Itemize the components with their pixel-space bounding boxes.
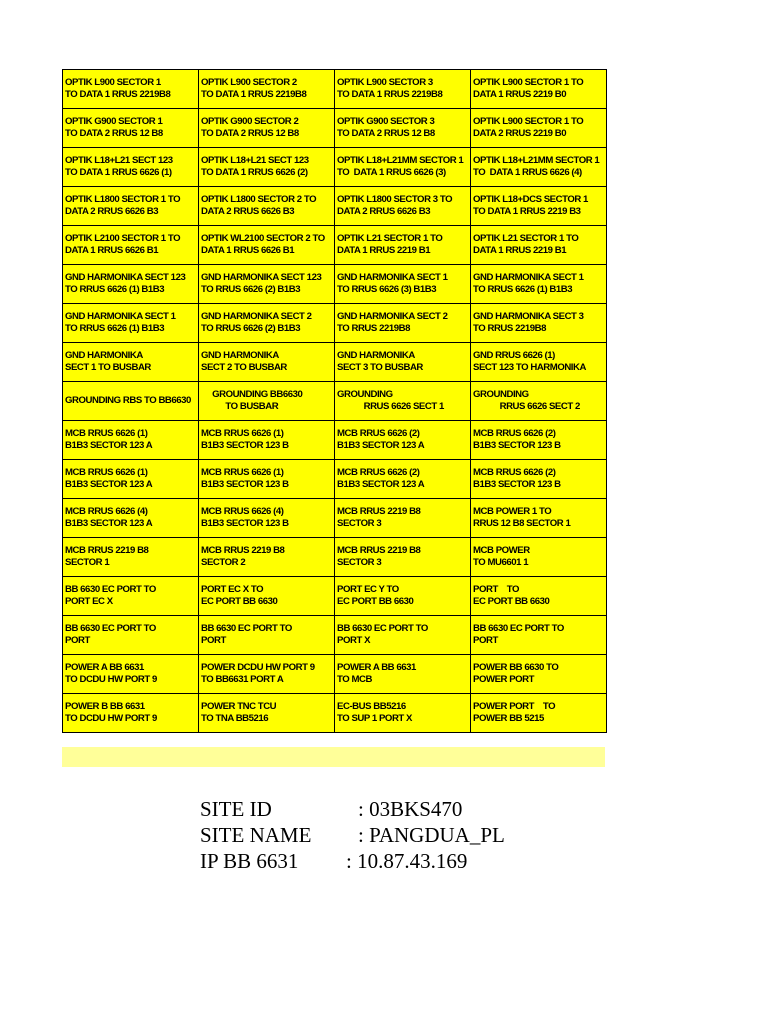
cable-label-line: TO RRUS 6626 (2) B1B3 bbox=[201, 284, 301, 295]
cable-label-line: OPTIK L18+DCS SECTOR 1 bbox=[473, 194, 588, 205]
grid-row bbox=[63, 109, 607, 148]
cable-label-line: TO DATA 2 RRUS 12 B8 bbox=[201, 128, 299, 139]
cable-label-cell bbox=[63, 226, 199, 265]
cable-label-cell bbox=[63, 616, 199, 655]
cable-label-cell bbox=[471, 265, 607, 304]
cable-label-line: TO DATA 1 RRUS 6626 (1) bbox=[65, 167, 172, 178]
cable-label-cell bbox=[335, 577, 471, 616]
cable-label-line: OPTIK L900 SECTOR 3 bbox=[337, 77, 433, 88]
cable-label-cell bbox=[471, 577, 607, 616]
cable-label-cell bbox=[199, 577, 335, 616]
cable-label-cell bbox=[63, 343, 199, 382]
cable-label-cell bbox=[199, 655, 335, 694]
site-name-label: SITE NAME bbox=[200, 823, 312, 847]
cable-label-line: POWER PORT bbox=[473, 674, 535, 685]
cable-label-cell bbox=[471, 694, 607, 733]
cable-label-line: MCB RRUS 6626 (1) bbox=[65, 467, 148, 478]
cable-label-cell bbox=[199, 382, 335, 421]
cable-label-line: OPTIK L18+L21MM SECTOR 1 bbox=[473, 155, 600, 166]
cable-label-cell bbox=[199, 148, 335, 187]
cable-label-line: PORT bbox=[473, 635, 498, 646]
cable-label-cell bbox=[471, 460, 607, 499]
cable-label-line: POWER BB 5215 bbox=[473, 713, 544, 724]
cable-label-line: GND HARMONIKA SECT 123 bbox=[65, 272, 186, 283]
cable-label-cell bbox=[471, 421, 607, 460]
cable-label-cell bbox=[335, 148, 471, 187]
cable-label-line: OPTIK G900 SECTOR 1 bbox=[65, 116, 163, 127]
grid-row bbox=[63, 421, 607, 460]
cable-label-cell bbox=[63, 460, 199, 499]
cable-label-line: B1B3 SECTOR 123 B bbox=[473, 440, 561, 451]
cable-label-line: BB 6630 EC PORT TO bbox=[473, 623, 564, 634]
cable-label-cell bbox=[471, 109, 607, 148]
cable-label-line: SECTOR 2 bbox=[201, 557, 246, 568]
cable-label-line: TO RRUS 6626 (1) B1B3 bbox=[473, 284, 573, 295]
cable-label-line: OPTIK G900 SECTOR 2 bbox=[201, 116, 299, 127]
cable-label-line: SECT 3 TO BUSBAR bbox=[337, 362, 423, 373]
cable-label-line: B1B3 SECTOR 123 A bbox=[65, 440, 153, 451]
grid-row bbox=[63, 70, 607, 109]
cable-label-line: DATA 1 RRUS 6626 B1 bbox=[65, 245, 159, 256]
cable-label-line: GND HARMONIKA SECT 1 bbox=[473, 272, 584, 283]
cable-label-line: DATA 1 RRUS 6626 B1 bbox=[201, 245, 295, 256]
cable-label-line: B1B3 SECTOR 123 A bbox=[337, 479, 425, 490]
cable-label-cell bbox=[63, 499, 199, 538]
cable-label-line: PORT TO bbox=[473, 584, 519, 595]
grid-row bbox=[63, 187, 607, 226]
cable-label-line: OPTIK L21 SECTOR 1 TO bbox=[473, 233, 579, 244]
cable-label-cell bbox=[63, 382, 199, 421]
grid-row bbox=[63, 304, 607, 343]
cable-label-cell bbox=[63, 577, 199, 616]
cable-label-line: GND HARMONIKA SECT 1 bbox=[65, 311, 176, 322]
cable-label-line: TO DATA 1 RRUS 2219B8 bbox=[201, 89, 307, 100]
ip-label: IP BB 6631 bbox=[200, 849, 299, 873]
cable-label-grid bbox=[62, 69, 607, 733]
cable-label-line: OPTIK L900 SECTOR 1 TO bbox=[473, 77, 584, 88]
cable-label-cell bbox=[335, 694, 471, 733]
cable-label-cell bbox=[199, 460, 335, 499]
cable-label-line: OPTIK L1800 SECTOR 2 TO bbox=[201, 194, 317, 205]
cable-label-cell bbox=[199, 616, 335, 655]
cable-label-line: BB 6630 EC PORT TO bbox=[201, 623, 292, 634]
cable-label-line: SECTOR 3 bbox=[337, 557, 382, 568]
cable-label-line: TO DCDU HW PORT 9 bbox=[65, 674, 157, 685]
cable-label-line: OPTIK L900 SECTOR 1 bbox=[65, 77, 161, 88]
cable-label-line: OPTIK L21 SECTOR 1 TO bbox=[337, 233, 443, 244]
cable-label-cell bbox=[199, 343, 335, 382]
cable-label-line: DATA 2 RRUS 2219 B0 bbox=[473, 128, 567, 139]
cable-label-line: OPTIK L900 SECTOR 2 bbox=[201, 77, 297, 88]
cable-label-line: GROUNDING RBS TO BB6630 bbox=[65, 395, 191, 406]
cable-label-cell bbox=[63, 70, 199, 109]
cable-label-line: DATA 2 RRUS 6626 B3 bbox=[337, 206, 431, 217]
cable-label-cell bbox=[63, 109, 199, 148]
cable-label-line: TO RRUS 6626 (3) B1B3 bbox=[337, 284, 437, 295]
cable-label-cell bbox=[335, 382, 471, 421]
cable-label-cell bbox=[471, 382, 607, 421]
cable-label-line: POWER PORT TO bbox=[473, 701, 556, 712]
cable-label-line: SECTOR 3 bbox=[337, 518, 382, 529]
cable-label-line: SECT 2 TO BUSBAR bbox=[201, 362, 287, 373]
grid-row bbox=[63, 538, 607, 577]
cable-label-cell bbox=[471, 538, 607, 577]
cable-label-line: TO RRUS 6626 (2) B1B3 bbox=[201, 323, 301, 334]
cable-label-line: MCB RRUS 6626 (2) bbox=[473, 428, 556, 439]
cable-label-line: TO MU6601 1 bbox=[473, 557, 529, 568]
site-id-label: SITE ID bbox=[200, 797, 272, 821]
cable-label-cell bbox=[335, 109, 471, 148]
cable-label-line: TO RRUS 2219B8 bbox=[473, 323, 546, 334]
cable-label-line: SECT 123 TO HARMONIKA bbox=[473, 362, 586, 373]
cable-label-line: OPTIK L18+L21 SECT 123 bbox=[65, 155, 173, 166]
cable-label-line: GND HARMONIKA bbox=[201, 350, 279, 361]
cable-label-line: PORT EC X TO bbox=[201, 584, 264, 595]
cable-label-cell bbox=[199, 226, 335, 265]
cable-label-line: OPTIK L1800 SECTOR 3 TO bbox=[337, 194, 453, 205]
grid-row bbox=[63, 616, 607, 655]
cable-label-line: MCB RRUS 6626 (2) bbox=[473, 467, 556, 478]
cable-label-cell bbox=[471, 499, 607, 538]
cable-label-cell bbox=[335, 655, 471, 694]
cable-label-cell bbox=[63, 265, 199, 304]
cable-label-line: OPTIK WL2100 SECTOR 2 TO bbox=[201, 233, 325, 244]
cable-label-line: DATA 1 RRUS 2219 B1 bbox=[473, 245, 567, 256]
cable-label-cell bbox=[335, 265, 471, 304]
cable-label-line: TO RRUS 6626 (1) B1B3 bbox=[65, 284, 165, 295]
cable-label-line: B1B3 SECTOR 123 B bbox=[201, 479, 289, 490]
cable-label-line: TO DATA 2 RRUS 12 B8 bbox=[65, 128, 163, 139]
cable-label-line: DATA 2 RRUS 6626 B3 bbox=[201, 206, 295, 217]
cable-label-line: OPTIK L18+L21MM SECTOR 1 bbox=[337, 155, 464, 166]
cable-label-line: DATA 1 RRUS 2219 B0 bbox=[473, 89, 567, 100]
cable-label-line: POWER BB 6630 TO bbox=[473, 662, 559, 673]
cable-label-cell bbox=[335, 70, 471, 109]
cable-label-line: RRUS 6626 SECT 1 bbox=[337, 401, 444, 412]
cable-label-line: TO TNA BB5216 bbox=[201, 713, 269, 724]
cable-label-cell bbox=[199, 694, 335, 733]
cable-label-cell bbox=[199, 538, 335, 577]
cable-label-line: GND HARMONIKA SECT 2 bbox=[337, 311, 448, 322]
cable-label-line: B1B3 SECTOR 123 B bbox=[201, 518, 289, 529]
cable-label-line: B1B3 SECTOR 123 A bbox=[65, 479, 153, 490]
cable-label-cell bbox=[199, 109, 335, 148]
cable-label-cell bbox=[471, 616, 607, 655]
cable-label-line: RRUS 12 B8 SECTOR 1 bbox=[473, 518, 571, 529]
cable-label-cell bbox=[63, 187, 199, 226]
cable-label-cell bbox=[471, 187, 607, 226]
cable-label-cell bbox=[199, 70, 335, 109]
cable-label-line: MCB POWER bbox=[473, 545, 530, 556]
cable-label-line: MCB RRUS 2219 B8 bbox=[337, 506, 421, 517]
cable-label-line: GND RRUS 6626 (1) bbox=[473, 350, 555, 361]
cable-label-line: MCB RRUS 6626 (4) bbox=[201, 506, 284, 517]
cable-label-line: PORT EC Y TO bbox=[337, 584, 399, 595]
cable-label-line: GROUNDING bbox=[337, 389, 393, 400]
cable-label-line: DATA 2 RRUS 6626 B3 bbox=[65, 206, 159, 217]
cable-label-line: POWER DCDU HW PORT 9 bbox=[201, 662, 315, 673]
cable-label-line: MCB RRUS 2219 B8 bbox=[201, 545, 285, 556]
cable-label-line: POWER TNC TCU bbox=[201, 701, 277, 712]
ip-value: : 10.87.43.169 bbox=[346, 849, 468, 873]
cable-label-line: GND HARMONIKA SECT 1 bbox=[337, 272, 448, 283]
grid-row bbox=[63, 460, 607, 499]
cable-label-line: MCB POWER 1 TO bbox=[473, 506, 552, 517]
cable-label-line: POWER B BB 6631 bbox=[65, 701, 145, 712]
cable-label-cell bbox=[335, 226, 471, 265]
cable-label-cell bbox=[199, 499, 335, 538]
grid-row bbox=[63, 226, 607, 265]
cable-label-line: TO DATA 1 RRUS 6626 (4) bbox=[473, 167, 582, 178]
cable-label-cell bbox=[471, 70, 607, 109]
cable-label-line: B1B3 SECTOR 123 B bbox=[201, 440, 289, 451]
cable-label-line: TO DATA 1 RRUS 2219 B3 bbox=[473, 206, 581, 217]
cable-label-line: TO MCB bbox=[337, 674, 372, 685]
cable-label-cell bbox=[471, 343, 607, 382]
cable-label-line: TO RRUS 2219B8 bbox=[337, 323, 410, 334]
cable-label-line: TO SUP 1 PORT X bbox=[337, 713, 412, 724]
cable-label-line: TO BB6631 PORT A bbox=[201, 674, 284, 685]
cable-label-line: EC PORT BB 6630 bbox=[201, 596, 278, 607]
cable-label-line: TO DATA 1 RRUS 6626 (2) bbox=[201, 167, 308, 178]
cable-label-line: POWER A BB 6631 bbox=[65, 662, 144, 673]
cable-label-line: EC PORT BB 6630 bbox=[473, 596, 550, 607]
cable-label-line: OPTIK L1800 SECTOR 1 TO bbox=[65, 194, 181, 205]
cable-label-line: TO BUSBAR bbox=[201, 401, 279, 412]
cable-label-line: MCB RRUS 6626 (4) bbox=[65, 506, 148, 517]
cable-label-cell bbox=[471, 655, 607, 694]
cable-label-line: GND HARMONIKA SECT 3 bbox=[473, 311, 584, 322]
cable-label-line: EC-BUS BB5216 bbox=[337, 701, 406, 712]
cable-label-line: MCB RRUS 6626 (2) bbox=[337, 467, 420, 478]
cable-label-line: GROUNDING bbox=[473, 389, 529, 400]
cable-label-line: SECTOR 1 bbox=[65, 557, 110, 568]
cable-label-line: TO DCDU HW PORT 9 bbox=[65, 713, 157, 724]
cable-label-line: PORT EC X bbox=[65, 596, 113, 607]
grid-row bbox=[63, 577, 607, 616]
cable-label-line: OPTIK G900 SECTOR 3 bbox=[337, 116, 435, 127]
grid-row bbox=[63, 343, 607, 382]
cable-label-line: DATA 1 RRUS 2219 B1 bbox=[337, 245, 431, 256]
cable-label-line: TO DATA 1 RRUS 6626 (3) bbox=[337, 167, 446, 178]
cable-label-line: EC PORT BB 6630 bbox=[337, 596, 414, 607]
cable-label-line: B1B3 SECTOR 123 A bbox=[337, 440, 425, 451]
cable-label-cell bbox=[471, 148, 607, 187]
cable-label-line: GND HARMONIKA bbox=[65, 350, 143, 361]
cable-label-line: GND HARMONIKA bbox=[337, 350, 415, 361]
cable-label-line: B1B3 SECTOR 123 A bbox=[65, 518, 153, 529]
cable-label-cell bbox=[63, 538, 199, 577]
cable-label-cell bbox=[471, 304, 607, 343]
cable-label-line: BB 6630 EC PORT TO bbox=[65, 623, 156, 634]
grid-row bbox=[63, 499, 607, 538]
grid-row bbox=[63, 694, 607, 733]
site-name-value: : PANGDUA_PL bbox=[358, 823, 505, 847]
cable-label-cell bbox=[335, 304, 471, 343]
cable-label-line: MCB RRUS 6626 (2) bbox=[337, 428, 420, 439]
cable-label-line: BB 6630 EC PORT TO bbox=[337, 623, 428, 634]
cable-label-line: OPTIK L900 SECTOR 1 TO bbox=[473, 116, 584, 127]
cable-label-cell bbox=[335, 499, 471, 538]
cable-label-line: TO DATA 2 RRUS 12 B8 bbox=[337, 128, 435, 139]
cable-label-grid-body bbox=[63, 70, 607, 733]
cable-label-line: RRUS 6626 SECT 2 bbox=[473, 401, 580, 412]
cable-label-line: PORT bbox=[201, 635, 226, 646]
cable-label-cell bbox=[335, 616, 471, 655]
cable-label-line: OPTIK L18+L21 SECT 123 bbox=[201, 155, 309, 166]
cable-label-line: GND HARMONIKA SECT 123 bbox=[201, 272, 322, 283]
cable-label-line: BB 6630 EC PORT TO bbox=[65, 584, 156, 595]
cable-label-line: B1B3 SECTOR 123 B bbox=[473, 479, 561, 490]
grid-row bbox=[63, 655, 607, 694]
cable-label-line: POWER A BB 6631 bbox=[337, 662, 416, 673]
grid-row bbox=[63, 382, 607, 421]
grid-row bbox=[63, 265, 607, 304]
cable-label-line: GROUNDING BB6630 bbox=[201, 389, 303, 400]
cable-label-cell bbox=[335, 538, 471, 577]
cable-label-line: MCB RRUS 6626 (1) bbox=[201, 428, 284, 439]
cable-label-cell bbox=[199, 304, 335, 343]
cable-label-cell bbox=[335, 343, 471, 382]
cable-label-cell bbox=[199, 187, 335, 226]
cable-label-line: TO DATA 1 RRUS 2219B8 bbox=[65, 89, 171, 100]
cable-label-cell bbox=[63, 304, 199, 343]
highlight-strip bbox=[62, 747, 605, 767]
cable-label-cell bbox=[199, 265, 335, 304]
cable-label-line: TO RRUS 6626 (1) B1B3 bbox=[65, 323, 165, 334]
cable-label-line: MCB RRUS 6626 (1) bbox=[65, 428, 148, 439]
cable-label-line: PORT X bbox=[337, 635, 371, 646]
cable-label-cell bbox=[335, 421, 471, 460]
cable-label-cell bbox=[335, 187, 471, 226]
cable-label-cell bbox=[63, 694, 199, 733]
cable-label-line: MCB RRUS 2219 B8 bbox=[337, 545, 421, 556]
cable-label-line: OPTIK L2100 SECTOR 1 TO bbox=[65, 233, 181, 244]
cable-label-cell bbox=[63, 148, 199, 187]
cable-label-cell bbox=[63, 655, 199, 694]
grid-row bbox=[63, 148, 607, 187]
site-id-value: : 03BKS470 bbox=[358, 797, 463, 821]
cable-label-cell bbox=[471, 226, 607, 265]
cable-label-line: MCB RRUS 2219 B8 bbox=[65, 545, 149, 556]
cable-label-line: TO DATA 1 RRUS 2219B8 bbox=[337, 89, 443, 100]
cable-label-cell bbox=[63, 421, 199, 460]
cable-label-cell bbox=[335, 460, 471, 499]
cable-label-line: GND HARMONIKA SECT 2 bbox=[201, 311, 312, 322]
cable-label-line: SECT 1 TO BUSBAR bbox=[65, 362, 151, 373]
cable-label-cell bbox=[199, 421, 335, 460]
cable-label-line: MCB RRUS 6626 (1) bbox=[201, 467, 284, 478]
cable-label-line: PORT bbox=[65, 635, 90, 646]
